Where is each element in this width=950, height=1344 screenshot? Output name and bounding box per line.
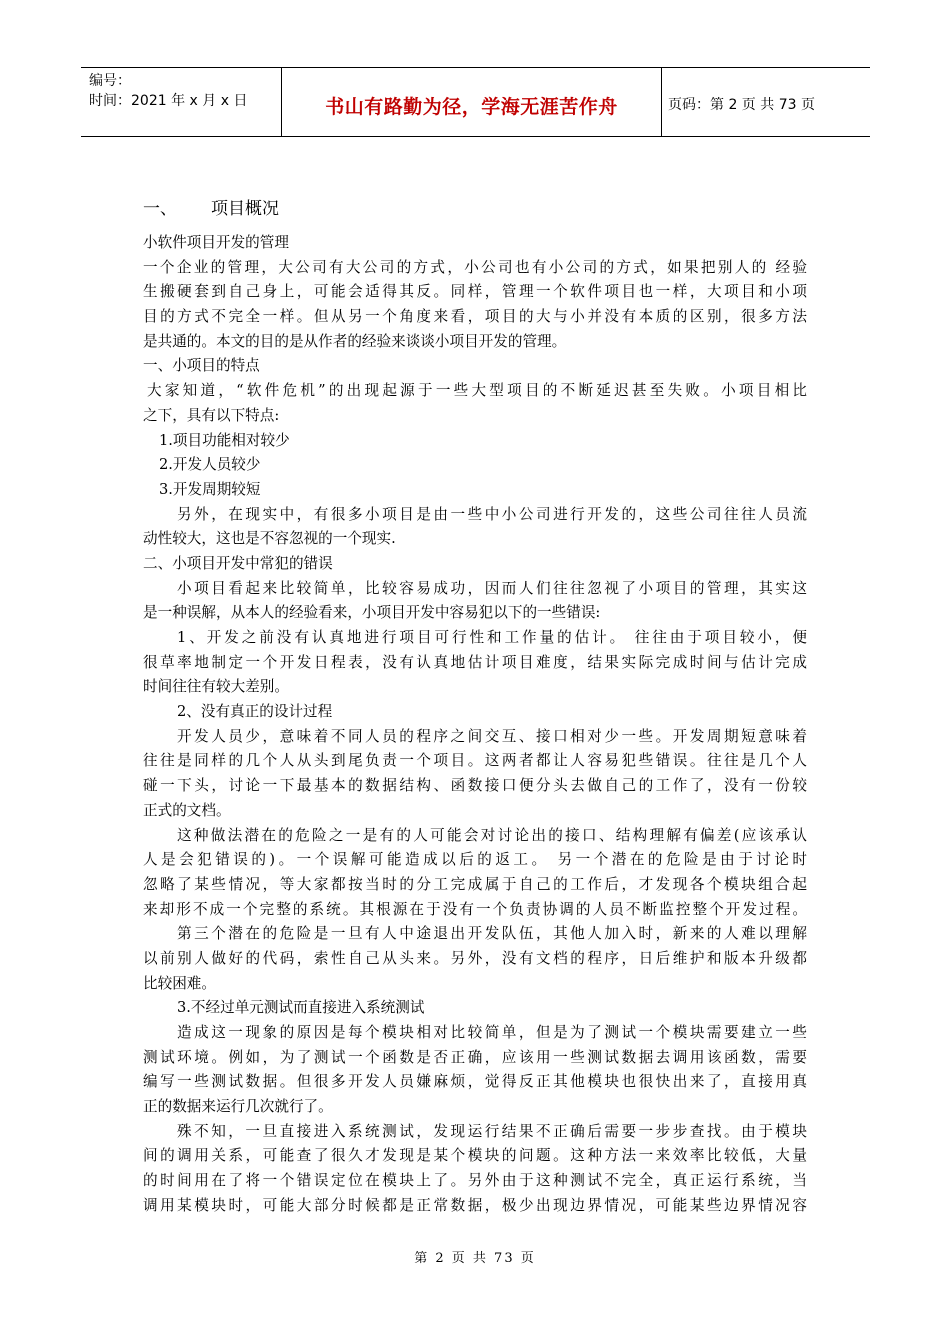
header-page-cell	[662, 68, 870, 136]
paragraph-line: 一个企业的管理，大公司有大公司的方式，小公司也有小公司的方式，如果把别人的 经验	[143, 258, 807, 276]
document-date-label: 时间：2021 年 x 月 x 日	[89, 93, 248, 109]
paragraph-line: 另外，在现实中，有很多小项目是由一些中小公司进行开发的，这些公司往往人员流	[177, 505, 807, 523]
document-body	[143, 195, 807, 1219]
document-header	[81, 67, 870, 137]
paragraph-line: 的时间用在了将一个错误定位在模块上了。另外由于这种测试不完全，真正运行系统，当	[143, 1172, 807, 1190]
paragraph-line: 第三个潜在的危险是一旦有人中途退出开发队伍，其他人加入时，新来的人难以理解	[177, 925, 807, 943]
paragraph-line: 这种做法潜在的危险之一是有的人可能会对讨论出的接口、结构理解有偏差(应该承认	[177, 826, 807, 844]
page-footer: 第 2 页 共 73 页	[414, 1251, 536, 1266]
paragraph-line: 人是会犯错误的)。一个误解可能造成以后的返工。 另一个潜在的危险是由于讨论时	[143, 851, 807, 869]
document-number-label: 编号：	[89, 73, 131, 89]
paragraph-line: 测试环境。例如，为了测试一个函数是否正确，应该用一些测试数据去调用该函数，需要	[143, 1048, 807, 1066]
paragraph-line: 小项目看起来比较简单，比较容易成功，因而人们往往忽视了小项目的管理，其实这	[177, 579, 807, 597]
section-heading	[143, 195, 807, 223]
paragraph-line: 动性较大，这也是不容忽视的一个现实.	[143, 530, 396, 548]
subheading-line: 3.不经过单元测试而直接进入系统测试	[177, 999, 425, 1017]
paragraph-line: 正式的文档。	[143, 801, 231, 819]
paragraph-line: 碰一下头，讨论一下最基本的数据结构、函数接口便分头去做自己的工作了，没有一份较	[143, 777, 807, 795]
paragraph-line: 开发人员少，意味着不同人员的程序之间交互、接口相对少一些。开发周期短意味着	[177, 727, 807, 745]
subheading-line: 一、小项目的特点	[143, 357, 260, 375]
paragraph-line: 正的数据来运行几次就行了。	[143, 1098, 333, 1116]
header-meta-cell	[81, 68, 282, 136]
paragraph-line: 很草率地制定一个开发日程表，没有认真地估计项目难度，结果实际完成时间与估计完成	[143, 653, 807, 671]
list-item: 1.项目功能相对较少	[159, 431, 290, 449]
paragraph-line: 间的调用关系，可能查了很久才发现是某个模块的问题。这种方法一来效率比较低，大量	[143, 1147, 807, 1165]
section-title: 项目概况	[211, 199, 279, 219]
paragraph-line: 来却形不成一个完整的系统。其根源在于没有一个负责协调的人员不断监控整个开发过程。	[143, 900, 807, 918]
paragraph-line: 时间往往有较大差别。	[143, 678, 289, 696]
paragraph-line: 是共通的。本文的目的是从作者的经验来谈谈小项目开发的管理。	[143, 332, 567, 350]
paragraph-line: 之下，具有以下特点:	[143, 406, 280, 424]
paragraph-line: 调用某模块时，可能大部分时候都是正常数据，极少出现边界情况，可能某些边界情况容	[143, 1196, 807, 1214]
list-item: 3.开发周期较短	[159, 480, 261, 498]
paragraph-line: 是一种误解，从本人的经验看来，小项目开发中容易犯以下的一些错误:	[143, 604, 601, 622]
subheading-line: 2、没有真正的设计过程	[177, 703, 333, 721]
paragraph-line: 殊不知，一旦直接进入系统测试，发现运行结果不正确后需要一步步查找。由于模块	[177, 1122, 807, 1140]
paragraph-line: 编写一些测试数据。但很多开发人员嫌麻烦，觉得反正其他模块也很快出来了，直接用真	[143, 1073, 807, 1091]
header-page-info: 页码：第 2 页 共 73 页	[668, 97, 815, 113]
header-motto-cell	[282, 68, 662, 136]
list-item: 2.开发人员较少	[159, 456, 261, 474]
section-number: 一、	[143, 199, 177, 219]
subtitle-line: 小软件项目开发的管理	[143, 234, 289, 251]
paragraph-line: 以前别人做好的代码，索性自己从头来。另外，没有文档的程序，日后维护和版本升级都	[143, 949, 807, 967]
paragraph-line: 忽略了某些情况，等大家都按当时的分工完成属于自己的工作后，才发现各个模块组合起	[143, 875, 807, 893]
paragraph-line: 目的方式不完全一样。但从另一个角度来看，项目的大与小并没有本质的区别，很多方法	[143, 308, 807, 326]
header-motto: 书山有路勤为径，学海无涯苦作舟	[325, 96, 618, 118]
paragraph-line: 1、开发之前没有认真地进行项目可行性和工作量的估计。 往往由于项目较小，便	[177, 629, 807, 646]
subheading-line: 二、小项目开发中常犯的错误	[143, 554, 333, 572]
paragraph-line: 比较困难。	[143, 974, 216, 992]
paragraph-line: 往往是同样的几个人从头到尾负责一个项目。这两者都让人容易犯些错误。往往是几个人	[143, 752, 807, 770]
paragraph-line: 造成这一现象的原因是每个模块相对比较简单，但是为了测试一个模块需要建立一些	[177, 1024, 807, 1041]
paragraph-line: 生搬硬套到自己身上，可能会适得其反。同样，管理一个软件项目也一样，大项目和小项	[143, 283, 807, 301]
paragraph-line: 大家知道，“软件危机”的出现起源于一些大型项目的不断延迟甚至失败。小项目相比	[147, 382, 807, 400]
